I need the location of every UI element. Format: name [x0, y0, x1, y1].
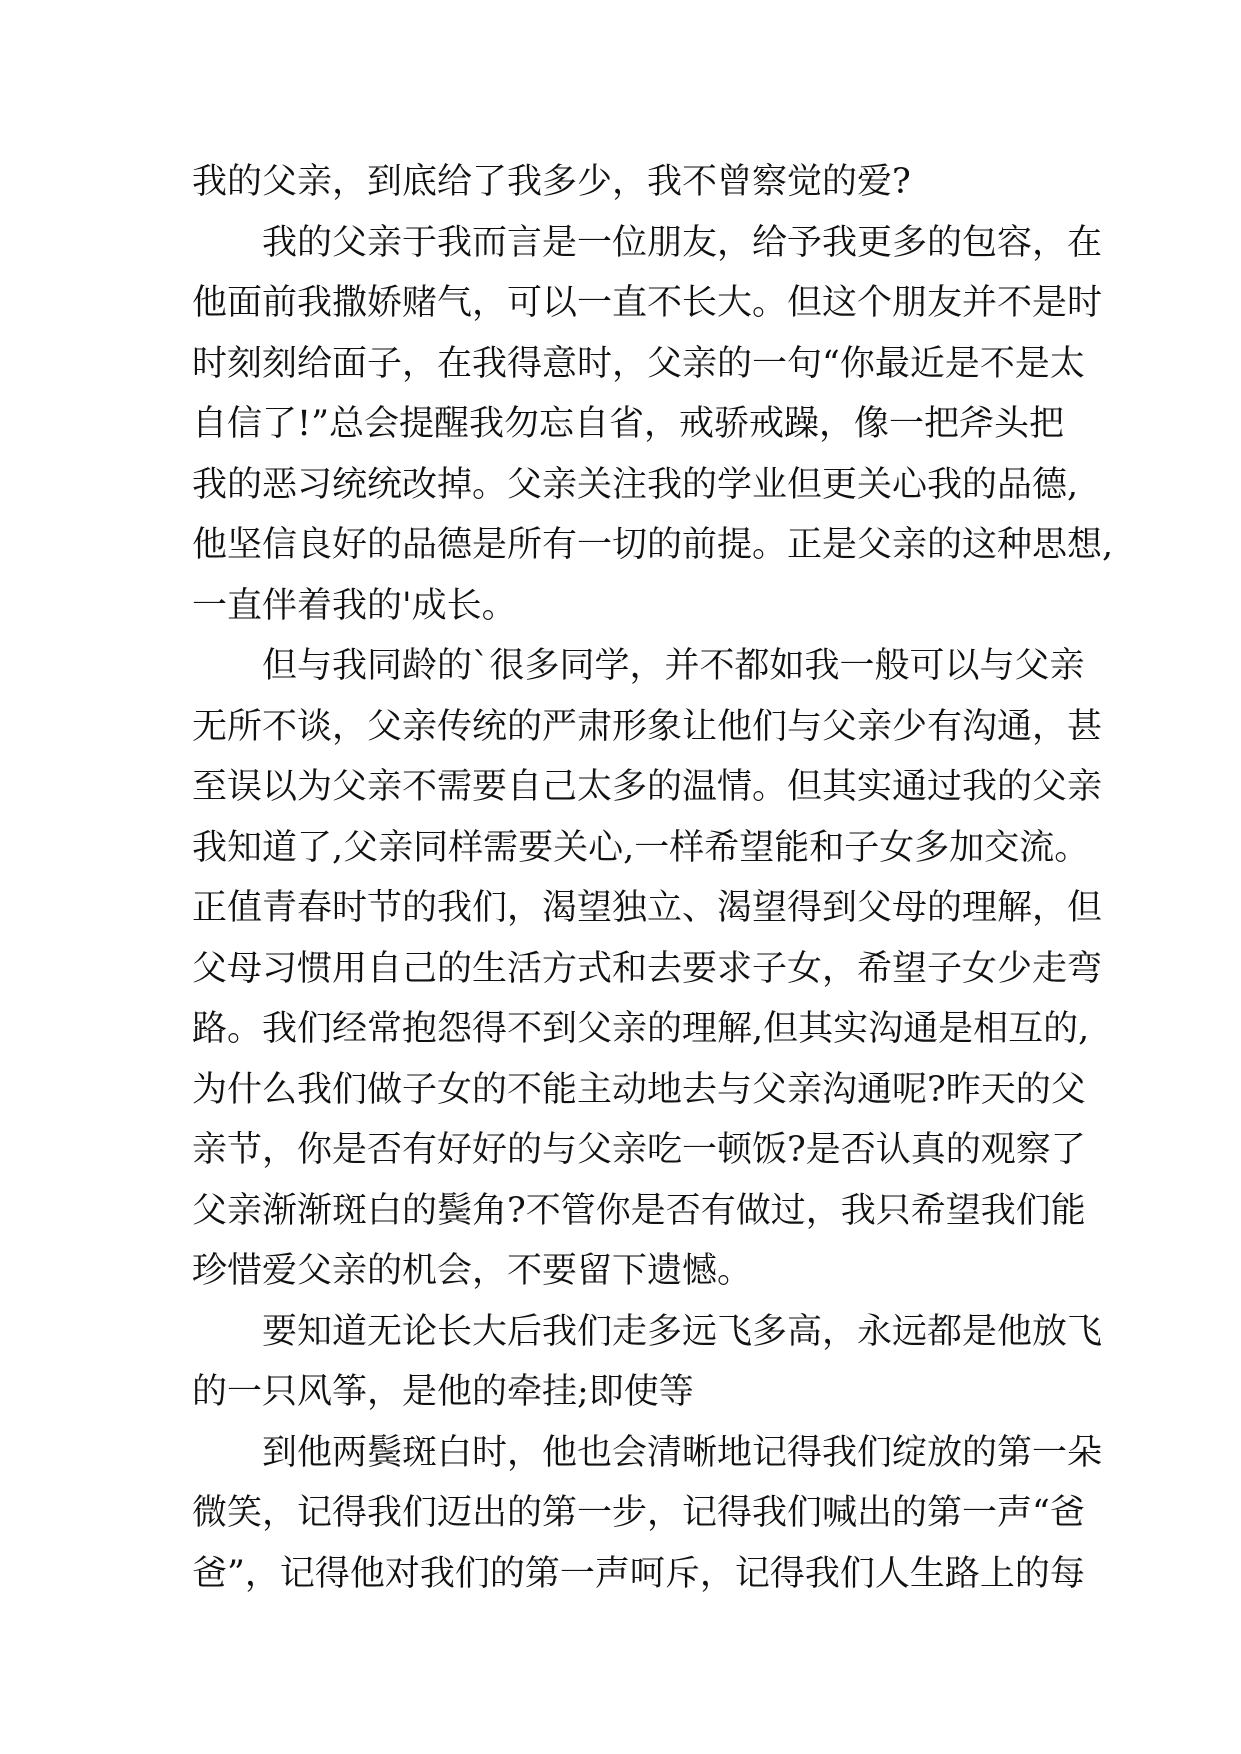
text-line: 父母习惯用自己的生活方式和去要求子女，希望子女少走弯	[192, 948, 1103, 989]
text-line: 我的父亲于我而言是一位朋友，给予我更多的包容，在	[262, 222, 1103, 263]
text-line: 我的恶习统统改掉。父亲关注我的学业但更关心我的品德,	[192, 464, 1079, 505]
text-line: 正值青春时节的我们，渴望独立、渴望得到父母的理解，但	[192, 888, 1103, 928]
text-line: 路。我们经常抱怨得不到父亲的理解,但其实沟通是相互的,	[192, 1009, 1090, 1049]
text-line: 要知道无论长大后我们走多远飞多高，永远都是他放飞	[262, 1311, 1103, 1352]
text-line: 时刻刻给面子，在我得意时，父亲的一句“你最近是不是太	[192, 343, 1085, 384]
text-line: 但与我同龄的`很多同学，并不都如我一般可以与父亲	[262, 646, 1085, 686]
text-line: 他坚信良好的品德是所有一切的前提。正是父亲的这种思想,	[192, 525, 1114, 565]
text-line: 无所不谈，父亲传统的严肃形象让他们与父亲少有沟通，甚	[192, 706, 1103, 747]
text-line: 到他两鬓斑白时，他也会清晰地记得我们绽放的第一朵	[262, 1432, 1103, 1473]
text-line: 我的父亲，到底给了我多少，我不曾察觉的爱?	[192, 162, 911, 202]
text-line: 亲节，你是否有好好的与父亲吃一顿饭?是否认真的观察了	[192, 1130, 1086, 1170]
text-line: 他面前我撒娇赌气，可以一直不长大。但这个朋友并不是时	[192, 283, 1103, 323]
text-line: 至误以为父亲不需要自己太多的温情。但其实通过我的父亲	[192, 767, 1103, 807]
text-line: 父亲渐渐斑白的鬓角?不管你是否有做过，我只希望我们能	[192, 1190, 1086, 1231]
text-line: 为什么我们做子女的不能主动地去与父亲沟通呢?昨天的父	[192, 1069, 1086, 1110]
text-line: 自信了!”总会提醒我勿忘自省，戒骄戒躁，像一把斧头把	[192, 404, 1064, 444]
text-line: 珍惜爱父亲的机会，不要留下遗憾。	[192, 1251, 753, 1291]
text-line: 我知道了,父亲同样需要关心,一样希望能和子女多加交流。	[192, 827, 1090, 868]
text-line: 的一只风筝，是他的牵挂;即使等	[192, 1372, 694, 1412]
text-line: 一直伴着我的'成长。	[192, 585, 517, 626]
document-body	[192, 152, 1114, 1604]
text-line: 爸”，记得他对我们的第一声呵斥，记得我们人生路上的每	[192, 1553, 1085, 1594]
text-line: 微笑，记得我们迈出的第一步，记得我们喊出的第一声“爸	[192, 1493, 1085, 1533]
